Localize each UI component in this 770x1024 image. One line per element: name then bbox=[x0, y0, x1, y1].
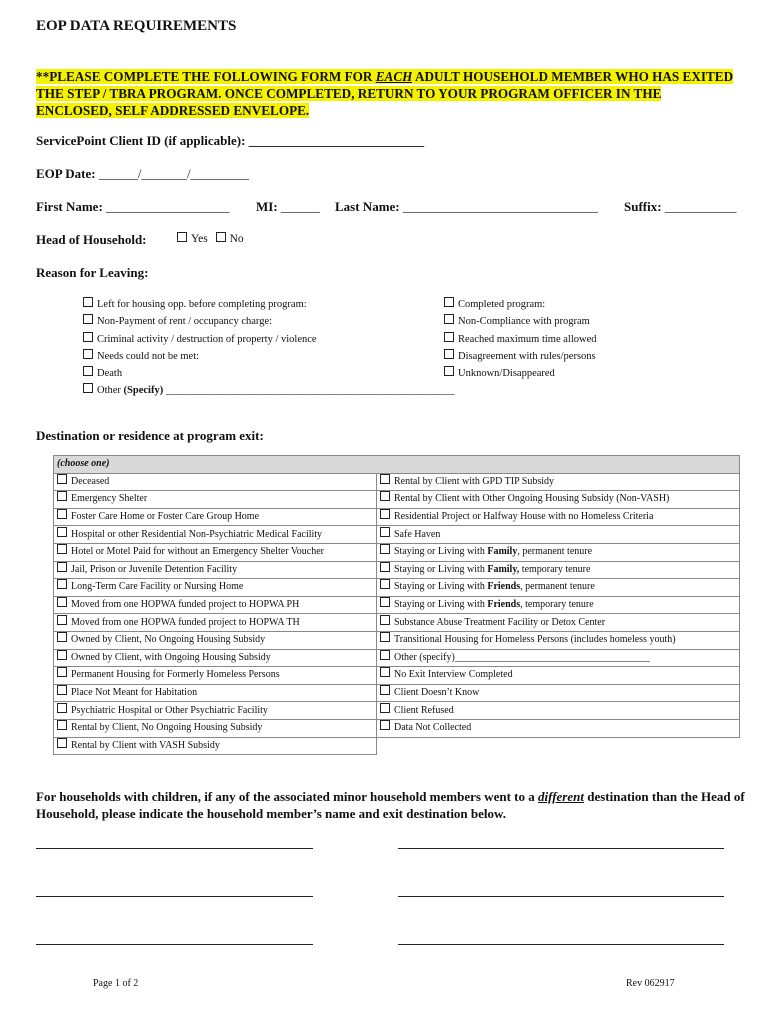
checkbox-icon[interactable] bbox=[57, 703, 67, 713]
checkbox-icon[interactable] bbox=[83, 297, 93, 307]
page-number: Page 1 of 2 bbox=[93, 978, 139, 989]
reason-option[interactable]: Needs could not be met: bbox=[83, 348, 455, 365]
destination-option[interactable]: Hotel or Motel Paid for without an Emergency Shelter Voucher bbox=[54, 543, 377, 561]
destination-row bbox=[54, 737, 740, 755]
checkbox-icon[interactable] bbox=[57, 738, 67, 748]
destination-option[interactable]: Place Not Meant for Habitation bbox=[54, 684, 377, 702]
checkbox-icon[interactable] bbox=[57, 685, 67, 695]
reason-option[interactable]: Unknown/Disappeared bbox=[444, 365, 597, 382]
destination-table bbox=[53, 455, 740, 755]
client-id-label: ServicePoint Client ID (if applicable): bbox=[36, 133, 249, 148]
checkbox-icon[interactable] bbox=[380, 474, 390, 484]
destination-option[interactable]: Foster Care Home or Foster Care Group Home bbox=[54, 508, 377, 526]
destination-option[interactable]: Rental by Client with GPD TIP Subsidy bbox=[377, 473, 740, 491]
first-name-label: First Name: bbox=[36, 199, 103, 214]
destination-table-header: (choose one) bbox=[54, 456, 740, 474]
instructions-notice bbox=[36, 68, 736, 119]
checkbox-icon[interactable] bbox=[57, 597, 67, 607]
destination-option[interactable]: Rental by Client, No Ongoing Housing Subsidy bbox=[54, 719, 377, 737]
destination-option[interactable]: Hospital or other Residential Non-Psychiatric Medical Facility bbox=[54, 526, 377, 544]
checkbox-icon[interactable] bbox=[83, 349, 93, 359]
client-id-field[interactable]: ___________________________ bbox=[248, 133, 425, 148]
destination-option[interactable]: Deceased bbox=[54, 473, 377, 491]
child-name-line-3[interactable] bbox=[36, 944, 313, 945]
checkbox-icon[interactable] bbox=[57, 650, 67, 660]
checkbox-icon[interactable] bbox=[57, 544, 67, 554]
checkbox-icon[interactable] bbox=[380, 703, 390, 713]
checkbox-icon[interactable] bbox=[380, 685, 390, 695]
notice-part2: ADULT HOUSEHOLD MEMBER WHO HAS EXITED THE STEP / TBRA PROGRAM. ONCE COMPLETED, RETURN TO YOUR PROGRAM OFFICER IN THE ENCLOSED, SELF ADDRESSED ENVELOPE. bbox=[36, 69, 734, 118]
last-name-field[interactable]: ______________________________ bbox=[399, 199, 598, 214]
suffix-label: Suffix: bbox=[624, 199, 662, 214]
destination-row bbox=[54, 631, 740, 649]
reason-option[interactable]: Death bbox=[83, 365, 455, 382]
child-name-line-1[interactable] bbox=[36, 848, 313, 849]
hoh-no-label: No bbox=[229, 233, 244, 245]
notice-part1: **PLEASE COMPLETE THE FOLLOWING FORM FOR bbox=[36, 69, 376, 84]
destination-option[interactable]: Psychiatric Hospital or Other Psychiatric Facility bbox=[54, 702, 377, 720]
checkbox-icon[interactable] bbox=[83, 332, 93, 342]
destination-row bbox=[54, 649, 740, 667]
checkbox-icon[interactable] bbox=[380, 632, 390, 642]
destination-option[interactable]: Residential Project or Halfway House with no Homeless Criteria bbox=[377, 508, 740, 526]
destination-heading: Destination or residence at program exit: bbox=[36, 428, 264, 443]
destination-option[interactable]: Emergency Shelter bbox=[54, 491, 377, 509]
destination-row bbox=[54, 526, 740, 544]
destination-option[interactable]: Jail, Prison or Juvenile Detention Facility bbox=[54, 561, 377, 579]
notice-emphasis: EACH bbox=[375, 69, 413, 84]
first-name-field[interactable]: ___________________ bbox=[102, 199, 230, 214]
destination-option[interactable]: Owned by Client, No Ongoing Housing Subsidy bbox=[54, 631, 377, 649]
destination-row bbox=[54, 719, 740, 737]
checkbox-icon[interactable] bbox=[380, 667, 390, 677]
checkbox-icon[interactable] bbox=[380, 650, 390, 660]
checkbox-icon[interactable] bbox=[444, 332, 454, 342]
checkbox-icon[interactable] bbox=[380, 579, 390, 589]
reason-option[interactable]: Criminal activity / destruction of property / violence bbox=[83, 331, 455, 348]
reason-option[interactable]: Reached maximum time allowed bbox=[444, 331, 597, 348]
hoh-yes-label: Yes bbox=[191, 233, 208, 245]
first-name-group bbox=[36, 199, 230, 215]
checkbox-icon[interactable] bbox=[380, 544, 390, 554]
destination-option[interactable]: Long-Term Care Facility or Nursing Home bbox=[54, 579, 377, 597]
destination-option[interactable]: Other (specify)_______________________________________ bbox=[377, 649, 740, 667]
reason-left-column bbox=[83, 296, 455, 400]
children-emphasis: different bbox=[537, 789, 584, 804]
revision-label: Rev 062917 bbox=[626, 978, 675, 989]
destination-option[interactable]: Data Not Collected bbox=[377, 719, 740, 737]
hoh-options bbox=[177, 232, 244, 245]
destination-option[interactable]: Moved from one HOPWA funded project to HOPWA TH bbox=[54, 614, 377, 632]
destination-option[interactable]: Substance Abuse Treatment Facility or Detox Center bbox=[377, 614, 740, 632]
checkbox-icon[interactable] bbox=[57, 632, 67, 642]
child-destination-line-3[interactable] bbox=[398, 944, 724, 945]
head-of-household-label: Head of Household: bbox=[36, 232, 147, 247]
destination-row bbox=[54, 543, 740, 561]
eop-date-field[interactable]: ______/_______/_________ bbox=[98, 166, 250, 181]
destination-row bbox=[54, 684, 740, 702]
checkbox-icon[interactable] bbox=[57, 667, 67, 677]
destination-row bbox=[54, 473, 740, 491]
checkbox-icon[interactable] bbox=[444, 297, 454, 307]
destination-option[interactable]: Staying or Living with Family, temporary tenure bbox=[377, 561, 740, 579]
destination-option[interactable]: Owned by Client, with Ongoing Housing Subsidy bbox=[54, 649, 377, 667]
mi-group bbox=[256, 199, 320, 215]
checkbox-icon[interactable] bbox=[57, 720, 67, 730]
checkbox-icon[interactable] bbox=[380, 615, 390, 625]
destination-row bbox=[54, 561, 740, 579]
reason-option[interactable]: Left for housing opp. before completing program: bbox=[83, 296, 455, 313]
children-instructions: For households with children, if any of the associated minor household members went to a different destination than the Head of Household, please indicate the household member’s name and exit destination below. bbox=[36, 789, 745, 821]
destination-option[interactable]: Rental by Client with Other Ongoing Housing Subsidy (Non-VASH) bbox=[377, 491, 740, 509]
destination-option[interactable]: Safe Haven bbox=[377, 526, 740, 544]
last-name-group bbox=[335, 199, 598, 215]
last-name-label: Last Name: bbox=[335, 199, 400, 214]
checkbox-icon[interactable] bbox=[57, 615, 67, 625]
eop-date-label: EOP Date: bbox=[36, 166, 99, 181]
reason-other-field[interactable]: _______________________________________________________ bbox=[163, 385, 455, 397]
destination-option[interactable]: No Exit Interview Completed bbox=[377, 667, 740, 685]
destination-option[interactable]: Rental by Client with VASH Subsidy bbox=[54, 737, 377, 755]
checkbox-icon[interactable] bbox=[380, 597, 390, 607]
reason-option[interactable]: Non-Compliance with program bbox=[444, 313, 597, 330]
child-name-line-2[interactable] bbox=[36, 896, 313, 897]
checkbox-icon[interactable] bbox=[444, 366, 454, 376]
destination-option[interactable]: Staying or Living with Friends, temporary tenure bbox=[377, 596, 740, 614]
mi-label: MI: bbox=[256, 199, 278, 214]
destination-row bbox=[54, 491, 740, 509]
reason-option[interactable]: Completed program: bbox=[444, 296, 597, 313]
form-title: EOP DATA REQUIREMENTS bbox=[36, 18, 237, 34]
checkbox-icon[interactable] bbox=[57, 579, 67, 589]
child-destination-line-2[interactable] bbox=[398, 896, 724, 897]
checkbox-icon[interactable] bbox=[380, 491, 390, 501]
destination-option[interactable]: Transitional Housing for Homeless Persons (includes homeless youth) bbox=[377, 631, 740, 649]
checkbox-icon[interactable] bbox=[57, 509, 67, 519]
destination-option[interactable]: Client Refused bbox=[377, 702, 740, 720]
destination-row bbox=[54, 596, 740, 614]
checkbox-icon[interactable] bbox=[380, 562, 390, 572]
destination-row bbox=[54, 614, 740, 632]
destination-row bbox=[54, 667, 740, 685]
checkbox-icon[interactable] bbox=[57, 491, 67, 501]
suffix-group bbox=[624, 199, 736, 215]
checkbox-icon[interactable] bbox=[83, 314, 93, 324]
checkbox-icon[interactable] bbox=[83, 366, 93, 376]
reason-right-column bbox=[444, 296, 597, 382]
eop-date-row bbox=[36, 166, 249, 182]
destination-option[interactable]: Staying or Living with Family, permanent tenure bbox=[377, 543, 740, 561]
destination-option[interactable]: Permanent Housing for Formerly Homeless Persons bbox=[54, 667, 377, 685]
hoh-yes-checkbox[interactable] bbox=[177, 232, 187, 242]
child-destination-line-1[interactable] bbox=[398, 848, 724, 849]
suffix-field[interactable]: ___________ bbox=[661, 199, 737, 214]
destination-option[interactable]: Client Doesn’t Know bbox=[377, 684, 740, 702]
checkbox-icon[interactable] bbox=[57, 562, 67, 572]
checkbox-icon[interactable] bbox=[57, 527, 67, 537]
destination-row bbox=[54, 702, 740, 720]
checkbox-icon[interactable] bbox=[57, 474, 67, 484]
checkbox-icon[interactable] bbox=[444, 314, 454, 324]
reason-for-leaving-heading: Reason for Leaving: bbox=[36, 265, 149, 280]
reason-option[interactable]: Non-Payment of rent / occupancy charge: bbox=[83, 313, 455, 330]
checkbox-icon[interactable] bbox=[380, 527, 390, 537]
destination-option[interactable]: Staying or Living with Friends, permanent tenure bbox=[377, 579, 740, 597]
reason-option[interactable]: Disagreement with rules/persons bbox=[444, 348, 597, 365]
checkbox-icon[interactable] bbox=[83, 383, 93, 393]
checkbox-icon[interactable] bbox=[380, 720, 390, 730]
destination-option[interactable]: Moved from one HOPWA funded project to HOPWA PH bbox=[54, 596, 377, 614]
client-id-row bbox=[36, 133, 424, 149]
hoh-no-checkbox[interactable] bbox=[216, 232, 226, 242]
checkbox-icon[interactable] bbox=[380, 509, 390, 519]
destination-row bbox=[54, 579, 740, 597]
destination-row bbox=[54, 508, 740, 526]
mi-field[interactable]: ______ bbox=[277, 199, 320, 214]
checkbox-icon[interactable] bbox=[444, 349, 454, 359]
reason-option-other[interactable]: Other (Specify) _______________________________________________________ bbox=[83, 382, 455, 399]
